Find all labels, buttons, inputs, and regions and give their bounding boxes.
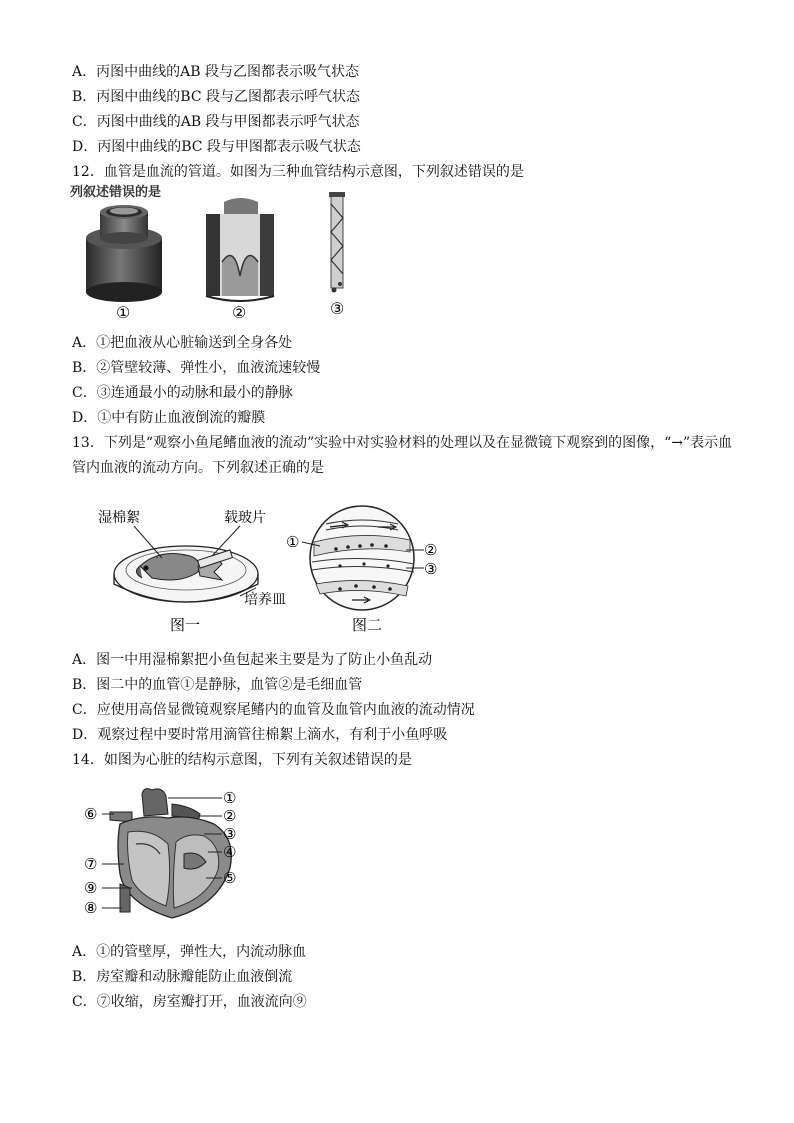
q11-option-d: D．丙图中曲线的BC 段与甲图都表示吸气状态 [72, 139, 361, 155]
q12-label-3: ③ [330, 299, 345, 318]
q13-option-a: A．图一中用湿棉絮把小鱼包起来主要是为了防止小鱼乱动 [72, 652, 433, 668]
heart-label-8: ⑧ [84, 899, 98, 917]
q13-option-c: C．应使用高倍显微镜观察尾鳍内的血管及血管内血液的流动情况 [72, 702, 475, 718]
microscope-view-image [310, 506, 414, 610]
fig1-caption: 图一 [170, 616, 201, 634]
q12-stem: 12．血管是血流的管道。如图为三种血管结构示意图，下列叙述错误的是 [72, 164, 524, 180]
artery-vessel-image [86, 205, 162, 302]
q12-option-a: A．①把血液从心脏输送到全身各处 [72, 335, 293, 351]
heart-structure-image [110, 789, 231, 918]
q14-stem: 14．如图为心脏的结构示意图，下列有关叙述错误的是 [72, 752, 412, 768]
heart-label-6: ⑥ [84, 805, 98, 823]
q11-option-a: A．丙图中曲线的AB 段与乙图都表示吸气状态 [72, 64, 359, 80]
heart-label-5: ⑤ [223, 869, 237, 887]
heart-label-2: ② [223, 807, 237, 825]
heart-label-4: ④ [223, 843, 237, 861]
fig2-label-1: ① [286, 533, 300, 551]
fig2-label-2: ② [424, 541, 438, 559]
q14-heart-figure [80, 784, 260, 924]
q13-option-d: D．观察过程中要时常用滴管往棉絮上滴水，有利于小鱼呼吸 [72, 727, 448, 743]
vein-vessel-image [206, 198, 274, 301]
q11-option-c: C．丙图中曲线的AB 段与甲图都表示呼气状态 [72, 114, 360, 130]
q14-option-c: C．⑦收缩，房室瓣打开，血液流向⑨ [72, 994, 307, 1010]
fig2-label-3: ③ [424, 560, 438, 578]
q13-stem-line1: 13．下列是“观察小鱼尾鳍血液的流动”实验中对实验材料的处理以及在显微镜下观察到的图像，“→”表示血 [72, 435, 733, 451]
q12-header-fragment: 列叙述错误的是 [70, 185, 162, 200]
heart-label-3: ③ [223, 825, 237, 843]
q12-label-1: ① [116, 303, 131, 322]
q12-label-2: ② [232, 303, 247, 322]
q13-fish-figure [90, 500, 450, 640]
q13-option-b: B．图二中的血管①是静脉，血管②是毛细血管 [72, 677, 363, 693]
q12-option-c: C．③连通最小的动脉和最小的静脉 [72, 385, 293, 401]
q14-option-a: A．①的管壁厚，弹性大，内流动脉血 [72, 944, 307, 960]
label-glass-slide: 载玻片 [224, 510, 266, 526]
q14-option-b: B．房室瓣和动脉瓣能防止血液倒流 [72, 969, 293, 985]
heart-label-7: ⑦ [84, 855, 98, 873]
fig2-caption: 图二 [352, 616, 383, 634]
q12-blood-vessel-figure [68, 184, 368, 322]
q13-stem-line2: 管内血液的流动方向。下列叙述正确的是 [72, 460, 324, 476]
q12-option-d: D．①中有防止血液倒流的瓣膜 [72, 410, 266, 426]
capillary-vessel-image [329, 192, 345, 293]
heart-label-9: ⑨ [84, 879, 98, 897]
label-petri-dish: 培养皿 [244, 592, 286, 608]
heart-label-1: ① [223, 789, 237, 807]
q11-option-b: B．丙图中曲线的BC 段与乙图都表示呼气状态 [72, 89, 360, 105]
label-wet-cotton: 湿棉絮 [98, 510, 140, 526]
q12-option-b: B．②管壁较薄、弹性小，血液流速较慢 [72, 360, 321, 376]
